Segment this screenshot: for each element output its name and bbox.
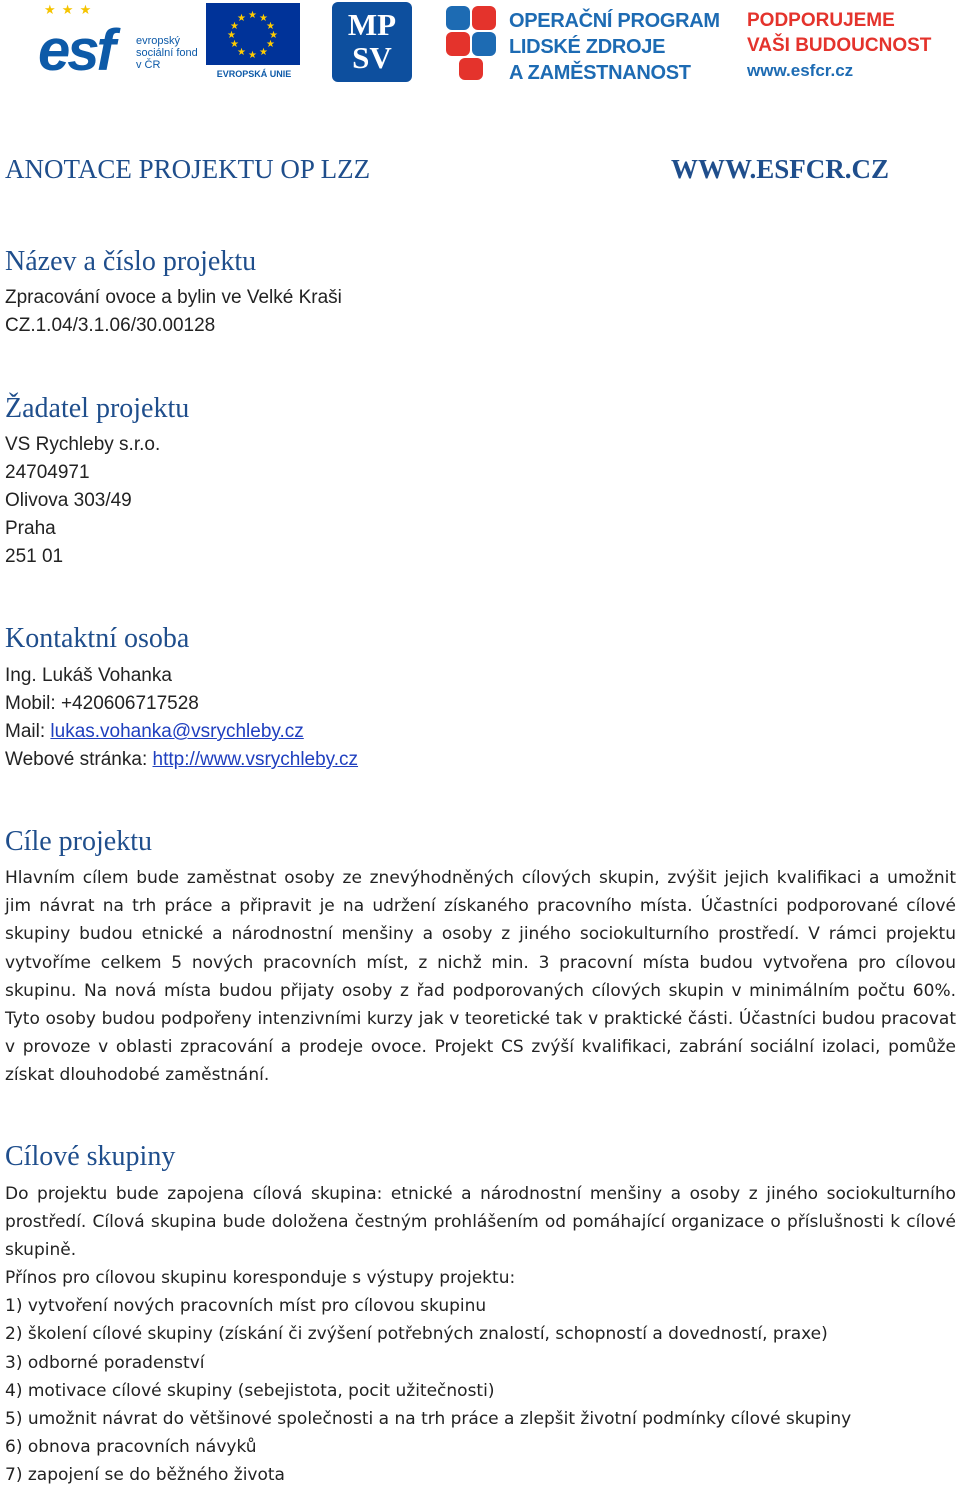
applicant-street: Olivova 303/49 xyxy=(5,490,132,511)
goals-heading: Cíle projektu xyxy=(5,826,152,857)
list-item: 2) školení cílové skupiny (získání či zvýšení potřebných znalostí, schopností a dovedností, praxe) xyxy=(5,1324,828,1345)
contact-person: Ing. Lukáš Vohanka xyxy=(5,665,172,686)
list-item: 3) odborné poradenství xyxy=(5,1352,205,1373)
applicant-info xyxy=(5,431,160,571)
list-item: 4) motivace cílové skupiny (sebejistota, pocit užitečnosti) xyxy=(5,1380,495,1401)
esf-stars-icon: ★ ★ ★ xyxy=(44,3,93,18)
list-item: 1) vytvoření nových pracovních míst pro cílovou skupinu xyxy=(5,1296,487,1317)
groups-text: Do projektu bude zapojena cílová skupina: etnické a národnostní menšiny a osoby z jiného sociokulturního prostředí. Cílová skupina bude doložena čestným prohlášením od pomáhající organizace o příslušnosti k cílové skupině. xyxy=(5,1184,956,1261)
contact-mail-link[interactable]: lukas.vohanka@vsrychleby.cz xyxy=(50,721,304,742)
contact-web-link[interactable]: http://www.vsrychleby.cz xyxy=(152,749,359,770)
contact-mail-row: Mail: lukas.vohanka@vsrychleby.cz xyxy=(5,721,304,742)
benefit-list xyxy=(5,1264,956,1490)
applicant-zip: 251 01 xyxy=(5,546,64,567)
esf-logo-caption: evropský sociální fond v ČR xyxy=(136,35,198,71)
document-title: ANOTACE PROJEKTU OP LZZ xyxy=(5,154,371,184)
mpsv-logo-line1: MP xyxy=(347,7,397,42)
list-item: 6) obnova pracovních návyků xyxy=(5,1437,257,1458)
mpsv-logo xyxy=(332,2,412,82)
mpsv-logo-line2: SV xyxy=(352,40,392,75)
logo-banner xyxy=(0,0,960,92)
project-number: CZ.1.04/3.1.06/30.00128 xyxy=(5,315,216,336)
esf-logo-word: esf xyxy=(38,18,113,83)
support-slogan: PODPORUJEME VAŠI BUDOUCNOST www.esfcr.cz xyxy=(747,8,931,83)
op-lzz-logo-text: OPERAČNÍ PROGRAM LIDSKÉ ZDROJE A ZAMĚSTNANOST xyxy=(509,10,720,84)
applicant-name: VS Rychleby s.r.o. xyxy=(5,434,161,455)
project-info xyxy=(5,284,342,340)
applicant-heading: Žadatel projektu xyxy=(5,393,190,424)
contact-heading: Kontaktní osoba xyxy=(5,623,190,654)
document-website: WWW.ESFCR.CZ xyxy=(670,154,889,184)
applicant-city: Praha xyxy=(5,518,56,539)
project-name: Zpracování ovoce a bylin ve Velké Kraši xyxy=(5,287,342,308)
list-item: 7) zapojení se do běžného života xyxy=(5,1465,285,1486)
support-url: www.esfcr.cz xyxy=(747,61,854,80)
eu-logo-caption: EVROPSKÁ UNIE xyxy=(216,69,292,79)
goals-text: Hlavním cílem bude zaměstnat osoby ze znevýhodněných cílových skupin, zvýšit jejich kvalifikaci a umožnit jim návrat na trh práce a připravit je na udržení získaného pracovního místa. Účastníci podporované cílové skupiny budou etnické a národnostní menšiny a osoby z jiného sociokulturního prostředí. V rámci projektu vytvoříme celkem 5 nových pracovních míst, z nichž min. 3 pracovní místa budou vytvořena pro cílovou skupinu. Na nová místa budou přijaty osoby z řad podporovaných cílových skupin v minimálním počtu 60%. Tyto osoby budou podpořeny intenzivními kurzy jak v teoretické tak v praktické části. Účastníci budou pracovat v provoze v oblasti zpracování a prodeje ovoce. Projekt CS zvýší kvalifikaci, zabrání sociální izolaci, pomůže získat dlouhodobé zaměstnání. xyxy=(5,868,956,1086)
contact-info xyxy=(5,662,358,774)
list-item: 5) umožnit návrat do většinové společnosti a na trh práce a zlepšit životní podmínky cílové skupiny xyxy=(5,1409,852,1430)
project-heading: Název a číslo projektu xyxy=(5,246,257,277)
eu-logo xyxy=(206,3,302,83)
benefit-intro: Přínos pro cílovou skupinu koresponduje s výstupy projektu: xyxy=(5,1268,516,1288)
applicant-id: 24704971 xyxy=(5,462,90,483)
contact-web-row: Webové stránka: http://www.vsrychleby.cz xyxy=(5,749,359,770)
puzzle-icon xyxy=(444,4,500,82)
groups-heading: Cílové skupiny xyxy=(5,1141,176,1172)
contact-mobile: Mobil: +420606717528 xyxy=(5,693,199,714)
esf-logo xyxy=(38,3,198,83)
eu-flag-icon: ★ ★ ★ ★ ★ ★ ★ ★ ★ ★ ★ ★ xyxy=(206,3,300,65)
